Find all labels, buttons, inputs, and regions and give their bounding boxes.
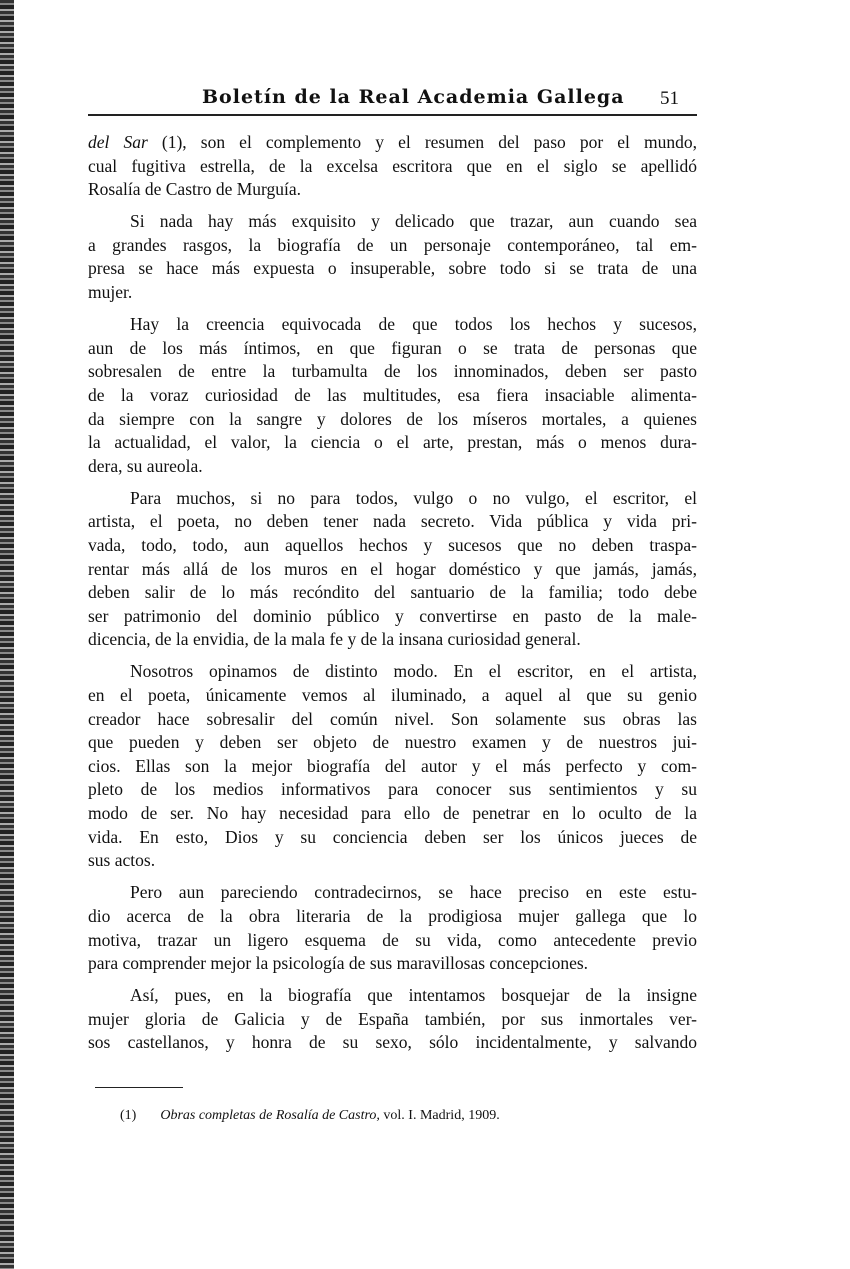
paragraph	[88, 660, 697, 872]
footnote	[120, 1108, 500, 1124]
text-line: cual fugitiva estrella, de la excelsa escritora que en el siglo se apellidó	[88, 155, 697, 176]
text-line: para comprender mejor la psicología de sus maravillosas concepciones.	[88, 953, 589, 974]
paragraph	[88, 313, 697, 478]
text-line: artista, el poeta, no deben tener nada secreto. Vida pública y vida pri-	[88, 511, 697, 532]
text-line: Así, pues, en la biografía que intentamos bosquejar de la insigne	[130, 985, 697, 1006]
text-line: aun de los más íntimos, en que figuran o se trata de personas que	[88, 337, 697, 358]
text-line: a grandes rasgos, la biografía de un personaje contemporáneo, tal em-	[88, 234, 697, 255]
text-line: Si nada hay más exquisito y delicado que trazar, aun cuando sea	[130, 211, 697, 232]
footnote-rule	[95, 1087, 183, 1088]
text-line: cios. Ellas son la mejor biografía del autor y el más perfecto y com-	[88, 755, 697, 776]
paragraph	[88, 984, 697, 1055]
text-line: Pero aun pareciendo contradecirnos, se hace preciso en este estu-	[130, 882, 697, 903]
text-line: rentar más allá de los muros en el hogar doméstico y que jamás, jamás,	[88, 558, 697, 579]
text-line: que pueden y deben ser objeto de nuestro examen y de nuestros jui-	[88, 732, 697, 753]
text-line: en el poeta, únicamente vemos al iluminado, a aquel al que su genio	[88, 685, 697, 706]
book-binding-edge	[0, 0, 14, 1269]
text-line: mujer.	[88, 282, 133, 303]
running-title: Boletín de la Real Academia Gallega	[202, 86, 625, 108]
text-line: de la voraz curiosidad de las multitudes, esa fiera insaciable alimenta-	[88, 384, 697, 405]
text-line: del Sar (1), son el complemento y el resumen del paso por el mundo,	[88, 132, 697, 152]
text-line: presa se hace más expuesta o insuperable, sobre todo si se trata de una	[88, 258, 697, 279]
footnote-title: Obras completas de Rosalía de Castro,	[160, 1108, 380, 1123]
text-line: ser patrimonio del dominio público y convertirse en pasto de la male-	[88, 605, 697, 626]
text-line: motiva, trazar un ligero esquema de su vida, como antecedente previo	[88, 929, 697, 950]
text-line: Hay la creencia equivocada de que todos los hechos y sucesos,	[130, 314, 697, 335]
paragraph	[88, 487, 697, 652]
header-rule	[88, 114, 697, 116]
footnote-mark: (1)	[120, 1108, 137, 1123]
text-line: mujer gloria de Galicia y de España también, por sus inmortales ver-	[88, 1008, 697, 1029]
footnote-text: vol. I. Madrid, 1909.	[379, 1108, 500, 1123]
paragraph	[88, 131, 697, 202]
text-line: Para muchos, si no para todos, vulgo o no vulgo, el escritor, el	[130, 487, 697, 508]
text-line: da siempre con la sangre y dolores de los míseros mortales, a quienes	[88, 408, 697, 429]
paragraph	[88, 881, 697, 975]
text-line: pleto de los medios informativos para conocer sus sentimientos y su	[88, 779, 697, 800]
text-line: dera, su aureola.	[88, 455, 203, 476]
text-line: la actualidad, el valor, la ciencia o el arte, prestan, más o menos dura-	[88, 432, 697, 453]
text-line: modo de ser. No hay necesidad para ello de penetrar en lo oculto de la	[88, 803, 697, 824]
text-line: deben salir de lo más recóndito del santuario de la familia; todo debe	[88, 582, 697, 603]
text-line: creador hace sobresalir del común nivel. Son solamente sus obras las	[88, 708, 697, 729]
text-line: dio acerca de la obra literaria de la prodigiosa mujer gallega que lo	[88, 905, 697, 926]
text-line: Rosalía de Castro de Murguía.	[88, 179, 302, 200]
page-header	[88, 84, 697, 114]
text-line: sos castellanos, y honra de su sexo, sólo incidentalmente, y salvando	[88, 1032, 697, 1053]
page-number: 51	[660, 88, 679, 109]
text-line: sus actos.	[88, 850, 156, 871]
text-line: vida. En esto, Dios y su conciencia deben ser los únicos jueces de	[88, 826, 697, 847]
text-line: vada, todo, todo, aun aquellos hechos y sucesos que no deben traspa-	[88, 535, 697, 555]
text-line: sobresalen de entre la turbamulta de los innominados, deben ser pasto	[88, 361, 697, 382]
text-line: Nosotros opinamos de distinto modo. En el escritor, en el artista,	[130, 661, 697, 682]
body-text	[88, 131, 697, 1063]
paragraph	[88, 210, 697, 304]
text-line: dicencia, de la envidia, de la mala fe y de la insana curiosidad general.	[88, 629, 581, 650]
